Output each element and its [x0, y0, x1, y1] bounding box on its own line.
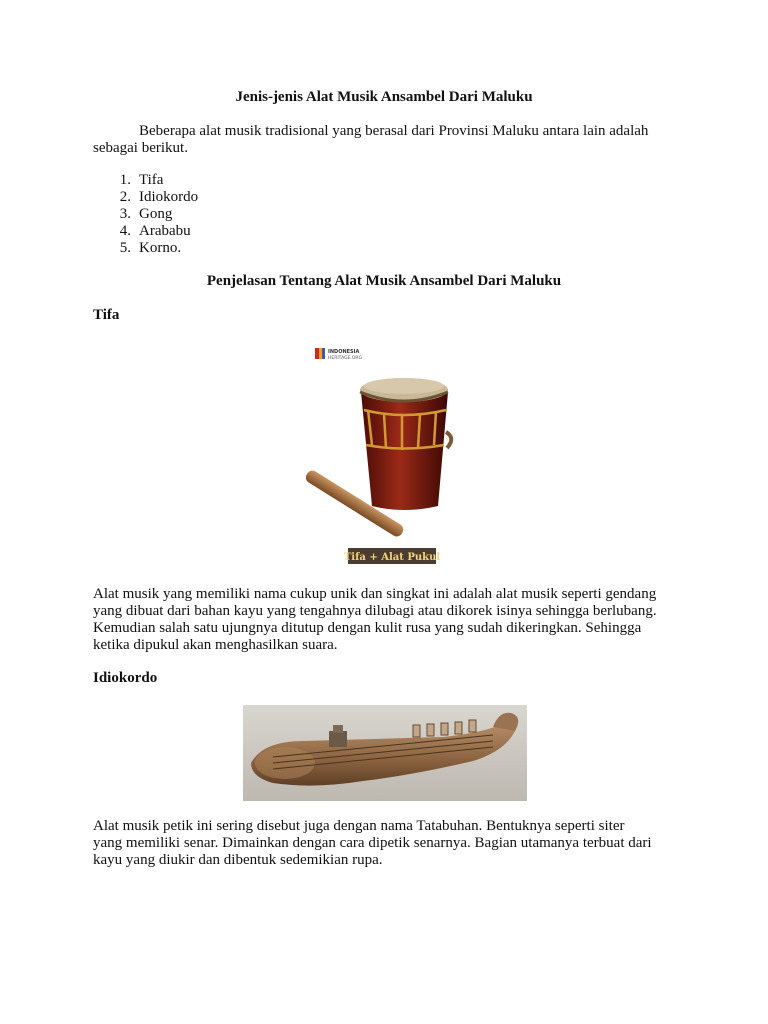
logo-text-1: INDONESIA [328, 349, 360, 355]
tifa-line: yang dibuat dari bahan kayu yang tengahnya dilubagi atau dikorek isinya sehingga berlubang. [93, 603, 657, 619]
list-number: 2. [119, 189, 131, 205]
list-item [103, 206, 198, 223]
list-number: 5. [119, 240, 131, 256]
tifa-heading: Tifa [93, 307, 120, 323]
list-text: Korno. [139, 240, 182, 256]
idiokordo-line: Alat musik petik ini sering disebut juga dengan nama Tatabuhan. Bentuknya seperti siter [93, 818, 625, 834]
tifa-line: Alat musik yang memiliki nama cukup unik dan singkat ini adalah alat musik seperti gendang [93, 586, 657, 602]
list-text: Gong [139, 206, 173, 222]
idiokordo-photo [243, 705, 527, 801]
list-number: 4. [119, 223, 131, 239]
drum-body [361, 392, 448, 510]
list-number: 1. [119, 172, 131, 188]
list-item [103, 240, 198, 257]
list-text: Idiokordo [139, 189, 199, 205]
intro-line-1: Beberapa alat musik tradisional yang berasal dari Provinsi Maluku antara lain adalah [139, 123, 649, 139]
tifa-line: ketika dipukul akan menghasilkan suara. [93, 637, 338, 653]
logo-text-2: HERITAGE.ORG [328, 356, 362, 361]
tifa-drum-illustration [306, 340, 461, 570]
tifa-photo-caption: Tifa + Alat Pukul [343, 552, 441, 563]
list-item [103, 223, 198, 240]
page-title: Jenis-jenis Alat Musik Ansambel Dari Maluku [235, 89, 533, 105]
tifa-description [93, 586, 657, 654]
idiokordo-line: kayu yang diukir dan dibentuk sedemikian rupa. [93, 852, 383, 868]
list-item [103, 189, 198, 206]
instrument-bridge [329, 731, 347, 747]
idiokordo-illustration [243, 705, 527, 801]
list-number: 3. [119, 206, 131, 222]
list-text: Tifa [139, 172, 164, 188]
idiokordo-description [93, 818, 652, 869]
list-item [103, 172, 198, 189]
intro-line-2: sebagai berikut. [93, 140, 188, 156]
idiokordo-heading: Idiokordo [93, 670, 158, 686]
section-subtitle: Penjelasan Tentang Alat Musik Ansambel Dari Maluku [206, 273, 562, 289]
tifa-line: Kemudian salah satu ujungnya ditutup dengan kulit rusa yang sudah dikeringkan. Sehingga [93, 620, 642, 636]
logo-icon [315, 348, 325, 359]
instrument-list [103, 172, 198, 257]
idiokordo-line: yang memiliki senar. Dimainkan dengan cara dipetik senarnya. Bagian utamanya terbuat dari [93, 835, 652, 851]
list-text: Arababu [139, 223, 191, 239]
tifa-photo [306, 340, 461, 570]
